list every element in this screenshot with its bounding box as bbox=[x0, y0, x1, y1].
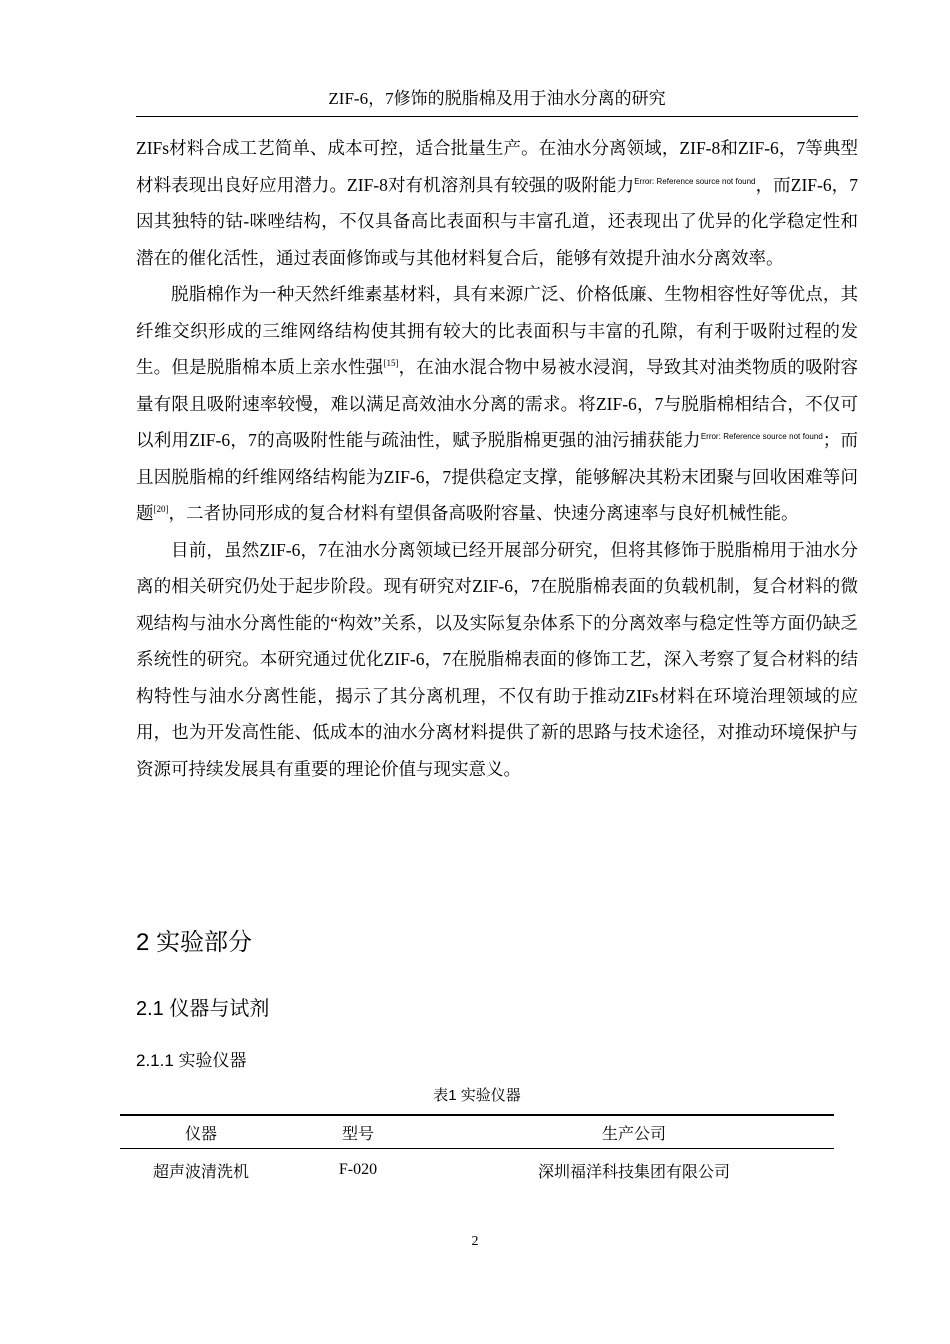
header-company: 生产公司 bbox=[601, 1125, 666, 1143]
cell-company: 深圳福洋科技集团有限公司 bbox=[537, 1163, 730, 1181]
citation: [20] bbox=[153, 504, 169, 514]
p1-text-a: ZIFs材料合成工艺简单、成本可控，适合批量生产。在油水分离领域，ZIF-8和ZIF-6，7等典型材料表现出良好应用潜力。ZIF-8对有机溶剂具有较强的吸附能力 bbox=[136, 138, 858, 195]
paragraph-1 bbox=[136, 130, 858, 276]
p1-text-b: ，而ZIF-6，7因其独特的钴-咪唑结构，不仅具备高比表面积与丰富孔道，还表现出了优异的化学稳定性和潜在的催化活性，通过表面修饰或与其他材料复合后，能够有效提升油水分离效率。 bbox=[136, 174, 859, 268]
paragraph-2 bbox=[136, 276, 858, 532]
subsection-heading: 2.1 仪器与试剂 bbox=[136, 998, 270, 1020]
subsubsection-heading: 2.1.1 实验仪器 bbox=[136, 1051, 247, 1070]
header-title: ZIF-6，7修饰的脱脂棉及用于油水分离的研究 bbox=[328, 89, 666, 108]
p2-text-a: 脱脂棉作为一种天然纤维素基材料，具有来源广泛、价格低廉、生物相容性好等优点，其纤维交织形成的三维网络结构使其拥有较大的比表面积与丰富的孔隙，有利于吸附过程的发生。但是脱脂棉本质上亲水性强 bbox=[136, 284, 858, 377]
paragraph-3: 目前，虽然ZIF-6，7在油水分离领域已经开展部分研究，但将其修饰于脱脂棉用于油水分离的相关研究仍处于起步阶段。现有研究对ZIF-6，7在脱脂棉表面的负载机制，复合材料的微观结构与油水分离性能的“构效”关系，以及实际复杂体系下的分离效率与稳定性等方面仍缺乏系统性的研究。本研究通过优化ZIF-6，7在脱脂棉表面的修饰工艺，深入考察了复合材料的结构特性与油水分离性能，揭示了其分离机理，不仅有助于推动ZIFs材料在环境治理领域的应用，也为开发高性能、低成本的油水分离材料提供了新的思路与技术途径，对推动环境保护与资源可持续发展具有重要的理论价值与现实意义。 bbox=[136, 539, 858, 779]
p2-text-c: ；而且因脱脂棉的纤维网络结构能为ZIF-6，7提供稳定支撑，能够解决其粉末团聚与回收困难等问题 bbox=[136, 430, 859, 523]
header-instrument: 仪器 bbox=[184, 1125, 217, 1143]
p2-text-b: ，在油水混合物中易被水浸润，导致其对油类物质的吸附容量有限且吸附速率较慢，难以满足高效油水分离的需求。将ZIF-6，7与脱脂棉相结合，不仅可以利用ZIF-6，7的高吸附性能与疏油性，赋予脱脂棉更强的油污捕获能力 bbox=[136, 357, 859, 450]
p2-text-d: ，二者协同形成的复合材料有望俱备高吸附容量、快速分离速率与良好机械性能。 bbox=[168, 503, 799, 523]
reference-error: Error: Reference source not found bbox=[700, 432, 823, 441]
section-heading: 2 实验部分 bbox=[136, 929, 253, 956]
table-caption: 表1 实验仪器 bbox=[433, 1087, 521, 1104]
instruments-table bbox=[120, 1114, 834, 1191]
page-number: 2 bbox=[471, 1234, 479, 1249]
reference-error: Error: Reference source not found bbox=[634, 176, 756, 186]
citation: [15] bbox=[383, 358, 399, 368]
body-text bbox=[136, 130, 858, 787]
table-header-row bbox=[120, 1115, 834, 1149]
table-row bbox=[120, 1149, 834, 1192]
page-header bbox=[136, 82, 858, 117]
cell-instrument: 超声波清洗机 bbox=[152, 1163, 249, 1181]
header-model: 型号 bbox=[341, 1125, 374, 1143]
cell-model: F-020 bbox=[338, 1161, 378, 1178]
